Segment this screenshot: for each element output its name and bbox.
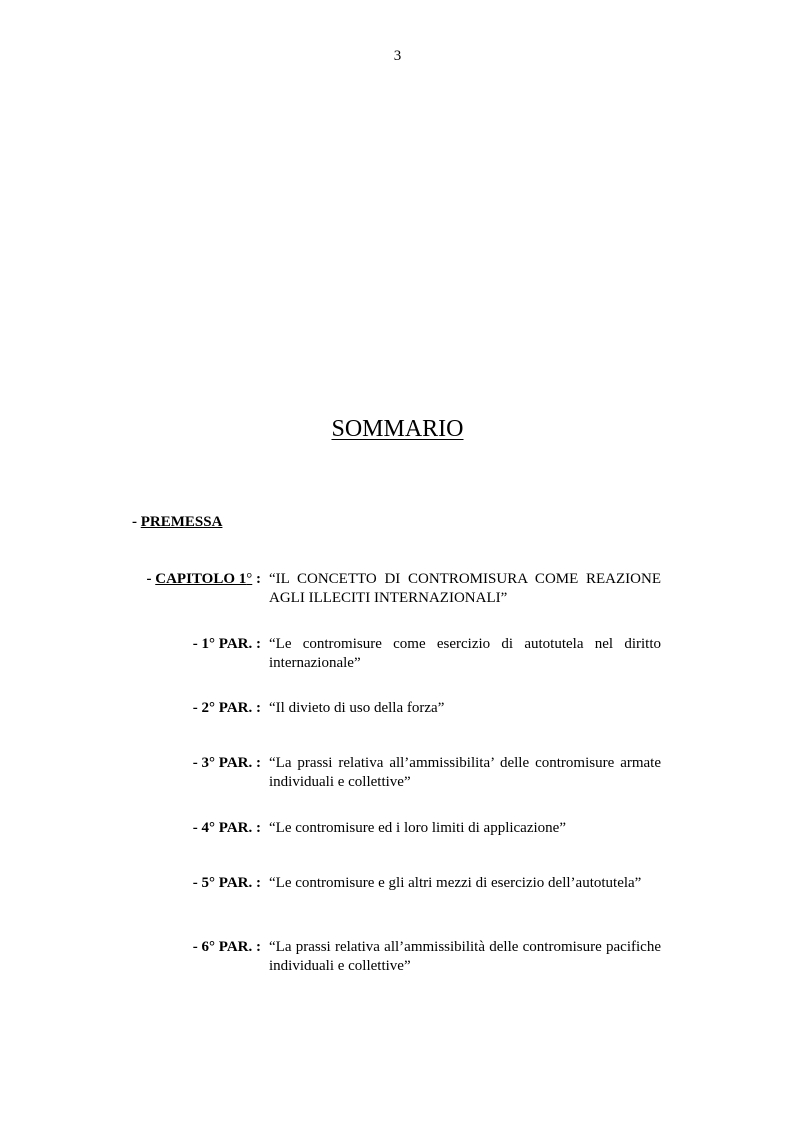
paragraph-title: “Le contromisure e gli altri mezzi di esercizio dell’autotutela” bbox=[269, 875, 642, 891]
premessa-dash: - bbox=[132, 514, 141, 530]
paragraph-title: “Le contromisure come esercizio di autotutela nel diritto internazionale” bbox=[269, 636, 661, 671]
chapter-degree: ° bbox=[246, 571, 253, 587]
paragraph-label: - 3° PAR. : bbox=[192, 755, 261, 771]
paragraph-title: “La prassi relativa all’ammissibilità delle contromisure pacifiche individuali e collettive” bbox=[269, 939, 661, 974]
chapter-dash: - bbox=[146, 571, 156, 587]
chapter-number: CAPITOLO 1 bbox=[155, 571, 247, 587]
paragraph-label: - 6° PAR. : bbox=[192, 939, 261, 955]
paragraph-title: “Il divieto di uso della forza” bbox=[269, 700, 445, 716]
chapter-title: “IL CONCETTO DI CONTROMISURA COME REAZIONE AGLI ILLECITI INTERNAZIONALI” bbox=[269, 571, 661, 606]
chapter-colon: : bbox=[252, 571, 261, 587]
paragraph-label: - 2° PAR. : bbox=[192, 700, 261, 716]
paragraph-title: “Le contromisure ed i loro limiti di applicazione” bbox=[269, 820, 566, 836]
chapter-label bbox=[147, 570, 262, 589]
chapter-label-text bbox=[155, 571, 252, 587]
page-title: SOMMARIO bbox=[331, 416, 464, 442]
page-number: 3 bbox=[393, 48, 402, 64]
paragraph-label: - 1° PAR. : bbox=[192, 636, 261, 652]
toc-entry-premessa bbox=[132, 514, 222, 531]
paragraph-label: - 5° PAR. : bbox=[192, 875, 261, 891]
premessa-label: PREMESSA bbox=[140, 514, 223, 530]
paragraph-label: - 4° PAR. : bbox=[192, 820, 261, 836]
paragraph-title: “La prassi relativa all’ammissibilita’ delle contromisure armate individuali e collettive” bbox=[269, 755, 661, 790]
